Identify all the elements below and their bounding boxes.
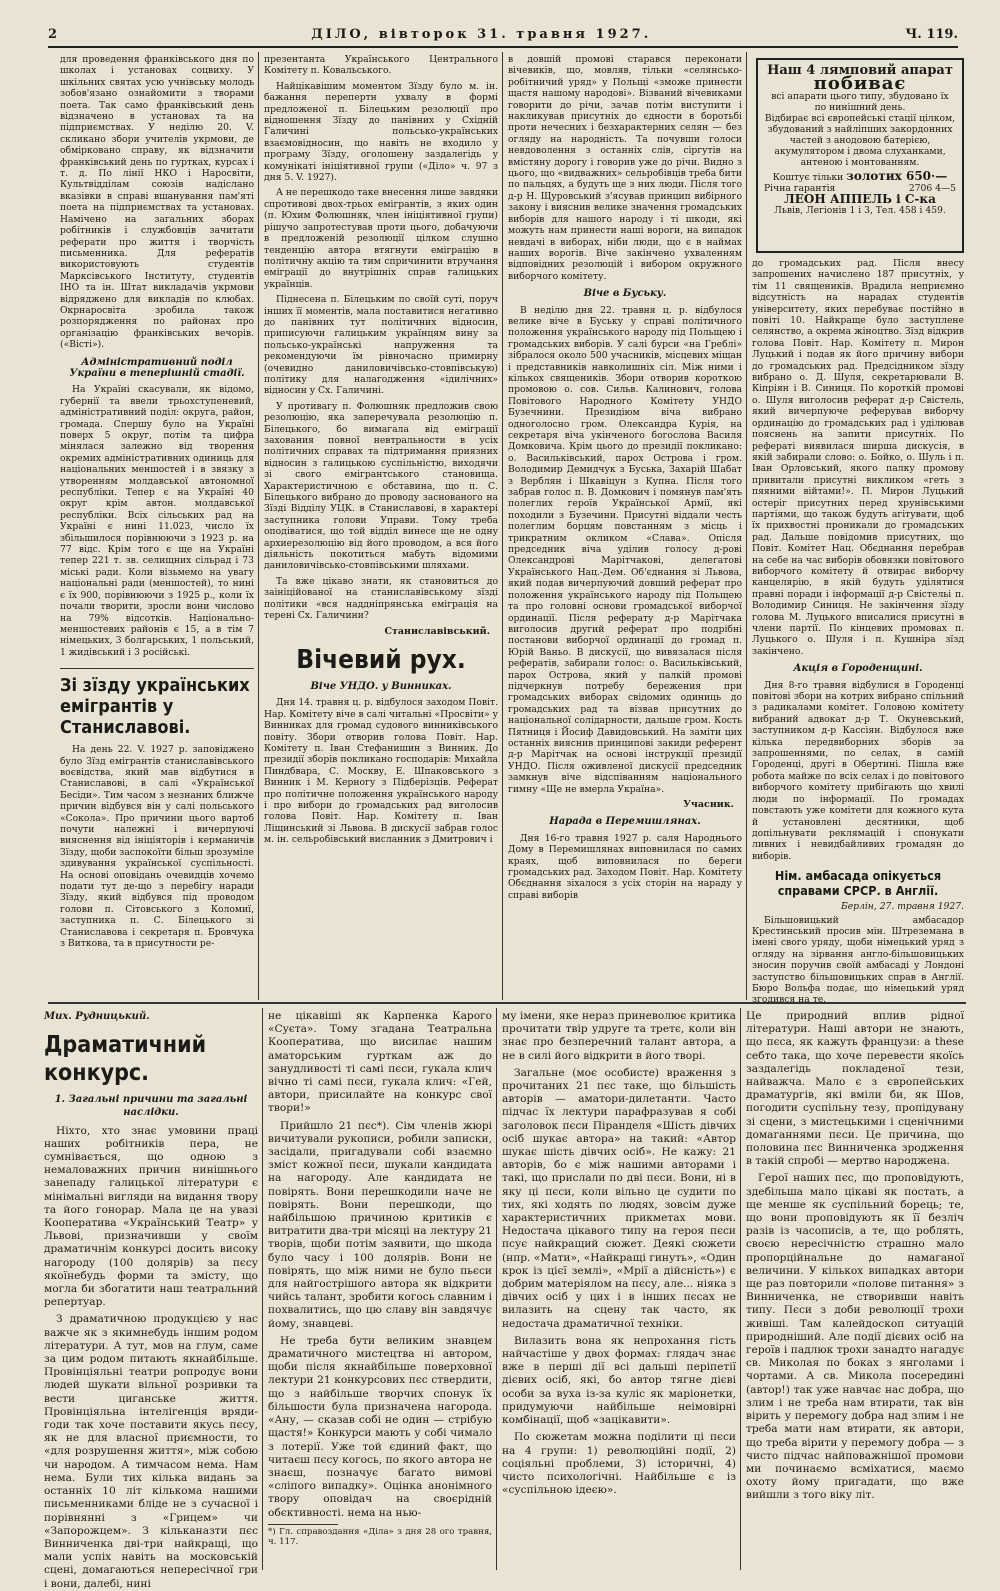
paragraph: презентанта Українського Центрального Комітету п. Ковальського. (264, 54, 498, 77)
ad-text: Відбирає всі європейські стації цілком, збудований з найліпших закордонних частей з анодовою батерією, акумулятором і двома слуханками, антеною і монтованням. (764, 113, 956, 168)
paragraph: Дня 8-го травня відбулися в Городенці повітові збори на котрих вибрано спільний з радикалами комітет. Головою комітету вибраний адвокат д-р Т. Окуневський, заступником д-р Кассіян. Відбулося вже кілька передвиборних зборів за запрошеннями, по селах, в самій Городенці, другі в Обертині. Пішла вже робота майже по всіх селах і до повітового виборчого комітету прибігають що хвилі люди по інформації. По громадах повстають уже комітети для кожного кута й установлені десятники, щоб допільнувати реклямацій і спонукати ливних і невидбайливих громадян до виборів. (752, 679, 964, 862)
column-3 (508, 54, 742, 998)
paragraph: Не треба бути великим знавцем драматичного мистецтва ні автором, щоби після якнайбільше поверховної лектури 21 конкурсових пєс ствердити, що з найбільше творчих спонук їх більшости була призначена нагорода. «Ану, — сказав собі не один — стрібую щастя!» Конкурси мають у собі чимало з лотерії. Уже той єдиний факт, що читаєш пєсу когось, по якого автора не знаєш, позначує багато вимові «сліпого випадку». Оцінка анонімного твору оповідач на своєрідній обєктивності. нема на нью- (268, 1334, 492, 1519)
paragraph: Більшовицький амбасадор Крестинський просив мін. Штреземана в імені свого уряду, щоби німецький уряд з огляду на зірвання англо-більшовицьких зносин поручив своїй амбасаді у Лондоні заступство більшовицьких справ в Англії. Бюро Вольфа подає, що німецький уряд згодився на те. (752, 914, 964, 1006)
masthead-title: ДІЛО, вівторок 31. травня 1927. (311, 26, 652, 42)
article-headline: Нарада в Перемишлянах. (549, 816, 701, 828)
paragraph: му імени, яке нераз приневолює критика прочитати твір удруге та третє, коли він знає про безперечний талант автора, а не в силі його відкрити в його творі. (502, 1010, 736, 1062)
ad-address: Львів, Легіонів 1 і 3, Тел. 458 і 459. (774, 205, 946, 216)
ad-headline: Наш 4 лямповий апарат (767, 63, 953, 78)
paragraph: Вилазить вона як непрохання гість найчастіше у двох формах: глядач знає вже в перші дії всі дальші періпетії дієвих осіб, які, бо автор тягне дієві особи за вуха із-за куліс як маріонетки, придумуючи найбільше неімовірні комбінації, щоб «зацікавити». (502, 1334, 736, 1427)
paragraph: в довшій промові старався переконати вічевиків, що, мовляв, тільки «селянсько-робітничий уряд» у Польщі «зможе принести щастя нашому народові». Візваний вічевиками говорити до річи, зачав потім виступити і накликував присутніх до єдности в боротьбі проти нечесних і безхарактерних селян — без огляду на народність. Та почувши голоси невдоволення з останніх слів, сіргутів на вмістяну дорогу і говорив уже до річи. Видно з цього, що «видважних» сельробівців треба бити по пальцях, а будуть ще з них люди. Після того д-р Н. Щуровський з'ясував принцип вибірного закону і вияснив велике значення громадських виборів для нашого народу і ті шкоди, які можуть нам принести наші вороги, на випадок невдачі в виборах, ніби люди, що є в наймах наших ворогів. Віче закінчено ухваленням відповідних резолюцій і вибором окружного виборчого комітету. (508, 54, 742, 282)
paragraph: до громадських рад. Після внесу запрошених начислено 187 присутніх, у тім 11 священиків. Врадила неприємно відсутність на нарадах студентів університету, яких перебуває постійно в повіті 10. Найкраще було заступлене селянство, а окрема жіноцтво. Зїзд відкрив голова Повіт. Нар. Комітету п. Мирон Луцький і подав як його причину вибори до громадських рад. Предсідником зїзду вибрано о. Д. Шуля, секретарювали В. Кіпріян і В. Синиця. По короткій промові о. Шуля виголосив реферат д-р Свістель, який вичерпуюче реферував виборчу ординацію до громадських рад і уділював пояснень на запити присутніх. По рефераті виявилася ширша дискусія, в якій забирали слово: о. Бойко, о. Шуль і п. Іван Орловський, якого палку промову привитали присутні викликом «геть з пяяними війтами!». П. Мирон Луцький остеріг присутних перед хрунівськими партіями, що також будуть агітувати, щоб їх прихвостні проникали до громадських рад. Дальше повідомив присутних, що Повіт. Комітет Нац. Обєднання перебрав на себе на час виборів обовязки повітового виборчого комітету й отвирає виборчу канцелярію, в якій будуть уділятися правні поради і інформації д-р Свістельі п. Володимир Синиця. Не закінчення зїзду голова М. Луцького вписалися присутні в члени партії. По кінцевих промовах п. Луцького о. Шуля і п. Кушніра зїзд закінчено. (752, 258, 964, 657)
paragraph: З драматичною продукцією у нас важче як з якимнебудь іншим родом літератури. А тут, мов на глум, саме за цим родом питають якнайбільше. Провінціяльні театри ропродує вони людей шукати вільної розривки та вести циганське життя. Провінціяльна інтелігенція вряди-годи так хоче поставити якусь пєсу, як не для власної приємности, то «для розрушення життя», між собою чи народом. А тимчасом нема. Нам нема. Були тих кілька видань за останніх 10 літ кількома нашими письменниками бліде не з сучасної і порівнянні з «Грицем» чи «Запорожцем». З кільканазти пєс Винниченка дві-три найкращі, що мали успіх навіть на московській сцені, домагаються непересічної гри і вони, далебі, нині (44, 1313, 258, 1590)
column-2 (264, 54, 498, 998)
ad-text: Коштує тільки (772, 172, 844, 183)
paragraph: На день 22. V. 1927 р. заповіджено було Зїзд емігрантів станиславівського воєвідства, який мав відбутися в Станиславові, в салі «Української Бесіди». Тим часом з незнаних ближче причин відбувся він у салі польського «Сокола». Про причини цього вартоб почути належні і вичерпуючі вияснення від ініціяторів і керманичів Зїзду, щоби заспокоїти більш зрозуміле здивування української суспільності. На основі оповідань очевидців хочемо подати тут де-що з перебігу наради Зїзду, який відбувся під проводом голови п. Сітовського з Коломиї, заступника п. С. Білецького зі Станиславова і секретаря п. Бровчука з Виткова, та в присутности ре- (60, 744, 254, 950)
author-byline: Мих. Рудницький. (44, 1011, 150, 1022)
signature: Учасник. (683, 799, 734, 810)
paragraph: Ніхто, хто знає умовини праці наших робітників пера, не сумнівається, що одною з немаловажних причин нинішнього занепаду галицької літератури є мінімальні вигляди на видання твору та його гонорар. Мала це на увазі Кооператива «Український Театр» у Львові, призначивши у своїм драматичнім конкурсі досить високу нагороду (100 долярів) за пєсу якоїнебудь форми та змісту, що могла би збогатити наш театральний репертуар. (44, 1124, 258, 1309)
article-headline: Акція в Городенщині. (793, 663, 923, 675)
section-headline: Вічевий рух. (296, 644, 466, 675)
article-headline: Адміністративний поділ України в теперішній стадії. (69, 356, 245, 379)
paragraph: А не перешкодо таке внесення лише завдяки спротивові двох-трьох емігрантів, з яких один (п. Юхим Фолюшняк, член ініціятивної групи) рішучо запротестував проти цього, добачуючи в предложеній резолюції цілком слушно тенденцію автора втягнути еміграцію в політичну акцію та тим спричинити втручання еміграції до внутрішніх справ галицьких українців. (264, 187, 498, 290)
ad-firm: ЛЕОН АППЕЛЬ і С-ка (784, 192, 936, 206)
dateline: Берлін, 27. травня 1927. (840, 901, 964, 913)
ad-headline-big: побиває (813, 73, 907, 94)
ad-code: 2706 4—5 (908, 183, 956, 194)
column-1 (60, 54, 254, 998)
paragraph: для проведення франківського дня по школах і установах соцвиху. У шкільних святах усю учнівську молодь зобов'язано ознайомити з творами поета. Так само франківський день відзначено в установах та на підприємствах. У неділю 20. V. скликано збори учителів укрмови, де обмірковано справу, як відзначити франківський день по гуртках, курсах і т. д. По лінії НКО і Наросвіти, Культвідділам союзів надіслано вказівки в справі вшанування пам'яті поета на підприємствах та установах. Намічено на загальних зборах робітників і службовців зачитати реферати про життя і творчість письменника. Для рефератів використовують студентів Марксівського Інституту, студентів ІНО та ін. Штат викладачів укрмови відряджено для викладів по клюбах. Окрнаросвіта зробила також розпорядження по районах про організацію франківських вечорів. («Вісті»). (60, 54, 254, 351)
ad-text: всі апарати цього типу, збудовано їх по нинішний день. (771, 91, 949, 113)
column-rule (502, 52, 503, 1000)
paragraph: Піднесена п. Білецьким по своїй суті, поруч інших її моментів, мала поставитися негативно до панівних тут політичних відносин, приписуючи галицьким українцям вину за польсько-українські напруження та рекомендуючи їм рівночасно примирну (очевидно даниловичівсько-стовпівськую) політику для налагодження «ідилічних» відносин у Сх. Галичині. (264, 294, 498, 397)
column-4 (752, 258, 964, 1006)
page-number: 2 (48, 26, 58, 42)
article-headline: Зі зїзду українських емігрантів у Станиславові. (60, 668, 254, 738)
paragraph: Та вже цікаво знати, як становиться до заініційованої на станиславівському зїзді політики «вся наддніпрянська еміграція на терені Сх. Галичини? (264, 575, 498, 622)
column-rule (262, 1008, 263, 1570)
masthead (48, 22, 958, 48)
feuilleton-subtitle: 1. Загальні причини та загальні наслідки. (54, 1094, 248, 1119)
footnote: *) Гл. справоздання «Діла» з дня 28 ого травня, ч. 117. (268, 1526, 492, 1547)
feuilleton-column-4 (746, 1010, 964, 1572)
issue-number: Ч. 119. (905, 26, 958, 42)
paragraph: В неділю дня 22. травня ц. р. відбулося велике віче в Буську у справі політичного положення українського народу під Польщею і громадських виборів. У салі бурси «на Греблі» зібралося около 500 учасників, місцевих міщан і представників навколишніх сіл. Між ними і кількох священиків. Збори отворив короткою промовою о. сов. Сильв. Калинович, голова Повітового Народного Комітету УНДО Бузечнини. Президіюм віча вибрано одноголосно гром. Олександра Курія, на секретаря віча укінченого богослова Василя Домковича. Крім цього до президії покликано: о. Васильківський, парох Острова і гром. Володимир Демидчук з Буська, Захарій Шабат з Верблян і Шкавіцун з Купна. Після того забрав голос п. В. Домкович і помянув пам'ять полеглих героїв Української Армії, які походили з Бузечини. Присутні віддали честь полеглим борцям повстанням з місць і трикратним окликом «Слава». Опісля председник віча уділив голосу д-рові Олександрові Марітчакові, делегатові Українського Нац.-Дем. Об'єднання зі Львова, який подав вичерпуючий довший реферат про положення українського народу під Польщею та про головні основи громадської виборчої ординації. Після реферату д-р Марітчака виголосив другий реферат про подрібні постанови виборчої ординації до громад п. Юрій Ваньо. В дискусії, що вивязалася після рефератів, забирали голос: о. Васильківський, парох Острова, який у палкій промові підчеркнув потребу бережения при громадських виборах свідомих одиниць до громадських рад та візвав присутних до національної солідарности, дальше гром. Кость Пятниця і Йосиф Давидовський. На заміти цих останніх вияснив принципові закиди референт д-р Марітчак на основі інструкції президії УНДО. Після оживленої дискусії председник замкнув віче відспіванням національного гимну «Ще не вмерла Україна». (508, 304, 742, 795)
ad-text: Річна гарантія (764, 183, 836, 194)
feuilleton-column-3 (502, 1010, 736, 1572)
column-rule (740, 1008, 741, 1570)
feuilleton-column-1 (44, 1010, 258, 1590)
paragraph: Найцікавішим моментом Зїзду було м. ін. бажання перепертн ухвалу в формі предложеної п. Білецьким резолюції про відношення Зїзду до панівних у Східній Галичині польсько-українських взаємовідносин, що навіть не входило у програму Зїзду, оголошену заздалегідь у комунікаті ініціятивної групи («Діло» ч. 97 з дня 5. V. 1927). (264, 80, 498, 184)
column-rule (496, 1008, 497, 1570)
paragraph: По сюжетам можна поділити ці пєси на 4 групи: 1) революційні події, 2) соціяльні проблеми, 3) історичні, 4) чисто психологічні. Найбільше є із «суспільною ідеєю». (502, 1431, 736, 1497)
ad-price: золотих 650·— (846, 169, 948, 183)
column-rule (746, 52, 747, 1000)
paragraph: Це природний вплив рідної літератури. Наші автори не знають, що пєса, як кажуть французи: а these себто така, що хоче перевести якоїсь заздалегідь покладеної тези, найважча. Мало є з європейських драматургів, які вміли би, як Шов, погодити суспільну тезу, пропідувану зі сцени, з мистецькими і сценічними домаганнями пєси. Це причина, що половина пєс Винниченка зродження в такій спробі — мертво народжена. (746, 1010, 964, 1168)
paragraph: Дня 14. травня ц. р. відбулося заходом Повіт. Нар. Комітету віче в салі читальні «Просвіти» у Винниках для громад судового винниківського повіту. Збори отворив голова Повіт. Нар. Комітету п. Іван Стефанишин з Винник. До президії зборів покликано господарів: Михайла Пиндбвара, С. Москву, Е. Шпаковського з Винник і М. Керногу з Підберізців. Реферат про політичне положення українського народу і про вибори до громадських рад виголосив голова Повіт. Нар. Комітету п. Іван Ліщинський зі Львова. В дискусії забрав голос м. ін. сельробівський висланник з Дмитрович і (264, 697, 498, 846)
paragraph: У противагу п. Фолюшняк предложив свою резолюцію, яка заперечувала резолюцію п. Білецького, бо вимагала від еміграції захования повної невтральности в усіх політичних справах та підтримання приязних відносин з галицькою суспільністю, виходячи зі свого емігрантського становища. Характеристичною є обставина, що п. С. Білецького вибрано до проводу заснованого на Зїзді Відділу УЦК. в Станиславові, в характері заступника голови Управи. Тому треба оподіватися, що той відділ винесе ще не одну архиерезолюцію від його проводом, а вся його діяльність покотиться мабуть відомими даниловичівсько-стовпівськими шляхами. (264, 400, 498, 572)
feuilleton-title: Драматичний конкурс. (44, 1032, 207, 1087)
article-headline: Нім. амбасада опікується справами СРСР. в Англії. (774, 868, 942, 899)
column-rule (258, 52, 259, 1000)
radio-advertisement (756, 58, 964, 253)
article-headline: Віче в Буську. (583, 288, 667, 300)
paragraph: Прийшло 21 пєс*). Сім членів жюрі вичитували рукописи, робили записки, засідали, пригадували собі взаємно зміст кожної пєси, шукали кандидата на нагороду. Але кандидата не повірять. Вони перешкодили наче не повірять. Вони перешкоди, що найбільшою причиною критиків є витратити два-три місяці на лектуру 21 творів, щоби потім заявити, що шкода було часу і 100 долярів. Вони не повірять, що між ними не було пьєси для найгострішого автора як відкрити чийсь талант, зробити когось славним і похвалитись, що цю славу він завдячує йому, знавцеві. (268, 1119, 492, 1330)
paragraph: Загальне (моє особисте) враження з прочитаних 21 пєс таке, що більшість авторів — аматори-дилетанти. Часто підчас їх лектури парафразував я собі заголовок пєси Піранделя «Шість дівчих осіб шукає автора» на такий: «Автор шукає шість дівчих осіб». Не кажу: 21 авторів, бо є між нашими авторами і такі, що прислали по дві пєси. Вони, ні в яку ці пєси, коли вільно це судити по тих, які ходять по людях, зовсім дуже характеристичних прикметах мови. Недостача цікавого типу на героя пєси псує найкращий сюжет. Деякі сюжети (нпр. «Мати», «Найкращі гинуть», «Один крок із цієї землі», «Мрії а дійсність») є добрим матеріялом на пєсу, але... ніяка з дівчих осіб у цих і в інших пєсах не вилазить на сцену так часто, як недостача драматичної техніки. (502, 1066, 736, 1330)
feuilleton-column-2 (268, 1010, 492, 1572)
signature: Станиславівський. (384, 625, 490, 637)
paragraph: Герої наших пєс, що проповідують, здебільша мало цікаві як постать, а ще менше як суспільний борець; те, що вони проповідують як її безліч разів із часописів, а те, що роблять, своєю нересічністю страшно мало пропорційнальне до намаганої величини. У кількох випадках автори ще раз повторили «полове питання» з Винниченка, не створивши навіть типу. Пєси з доби революції трохи живіші. Там калейдоскоп ситуацій природніший. Але події дієвих осіб на героїв і падлюк трохи занадто нагадує св. Миколая по боках з янголами і чортами. А св. Микола посередині (автор!) так уже навчає нас добра, що злим і не треба нам втирати, так він вірить у перемогу добра над злим і не треба мати нам втирати, як автори, що треба вірити у перемогу добра — з чисто підчас найповажнішої промови ми починаємо всміхатися, маємо охоту йому пригадати, що вже вийшли з того віку літ. (746, 1172, 964, 1502)
paragraph: На Україні скасували, як відомо, губернії та ввели трьохступеневий, адміністративний поділ: округа, район, громада. Спершу було на Україні поверх 5 округ, потім та цифра мінялася залежно від творення окремих адміністративних одиниць для національних меншостей і в звязку з утворенням молдавської автономної республіки. Тепер є на Україні 40 округ крім автон. молдавської республіки. Всіх сільських рад на Україні є нині 11.023, число їх збільшилося порівнюючи з 1923 р. на 77 відс. Крім того є ще на Україні тепер 221 т. зв. селищних сільрад і 73 міські ради. Коли візьмемо на увагу національні ради (меншостей), то нині є їх 900, порівнюючи з 1925 р., коли їх почали творити, зросли вони числово на 79% відсотків. Національно-меншостевих районів є 15, а в тім 7 німецьких, 3 болгарських, 1 польський, 1 жидівський і 3 російські. (60, 384, 254, 658)
article-headline: Віче УНДО. у Винниках. (310, 680, 452, 692)
paragraph: Дня 16-го травня 1927 р. саля Народнього Дому в Перемишлянах виповнилася по самих краях, щоб виповнилася по береги громадських рад. Заходом Повіт. Нар. Комітету Обєднання зіхалося з усіх сторін на нараду у справі виборів (508, 832, 742, 901)
paragraph: не цікавіші як Карпенка Карого «Суєта». Тому згадана Театральна Кооператива, що висилає нашим аматорським гурткам аж до занудливості ті самі пєси, гукала клич вічно ті самі пєси, гукала клич: «Гей, автори, присилайте на конкурс свої твори!» (268, 1010, 492, 1115)
